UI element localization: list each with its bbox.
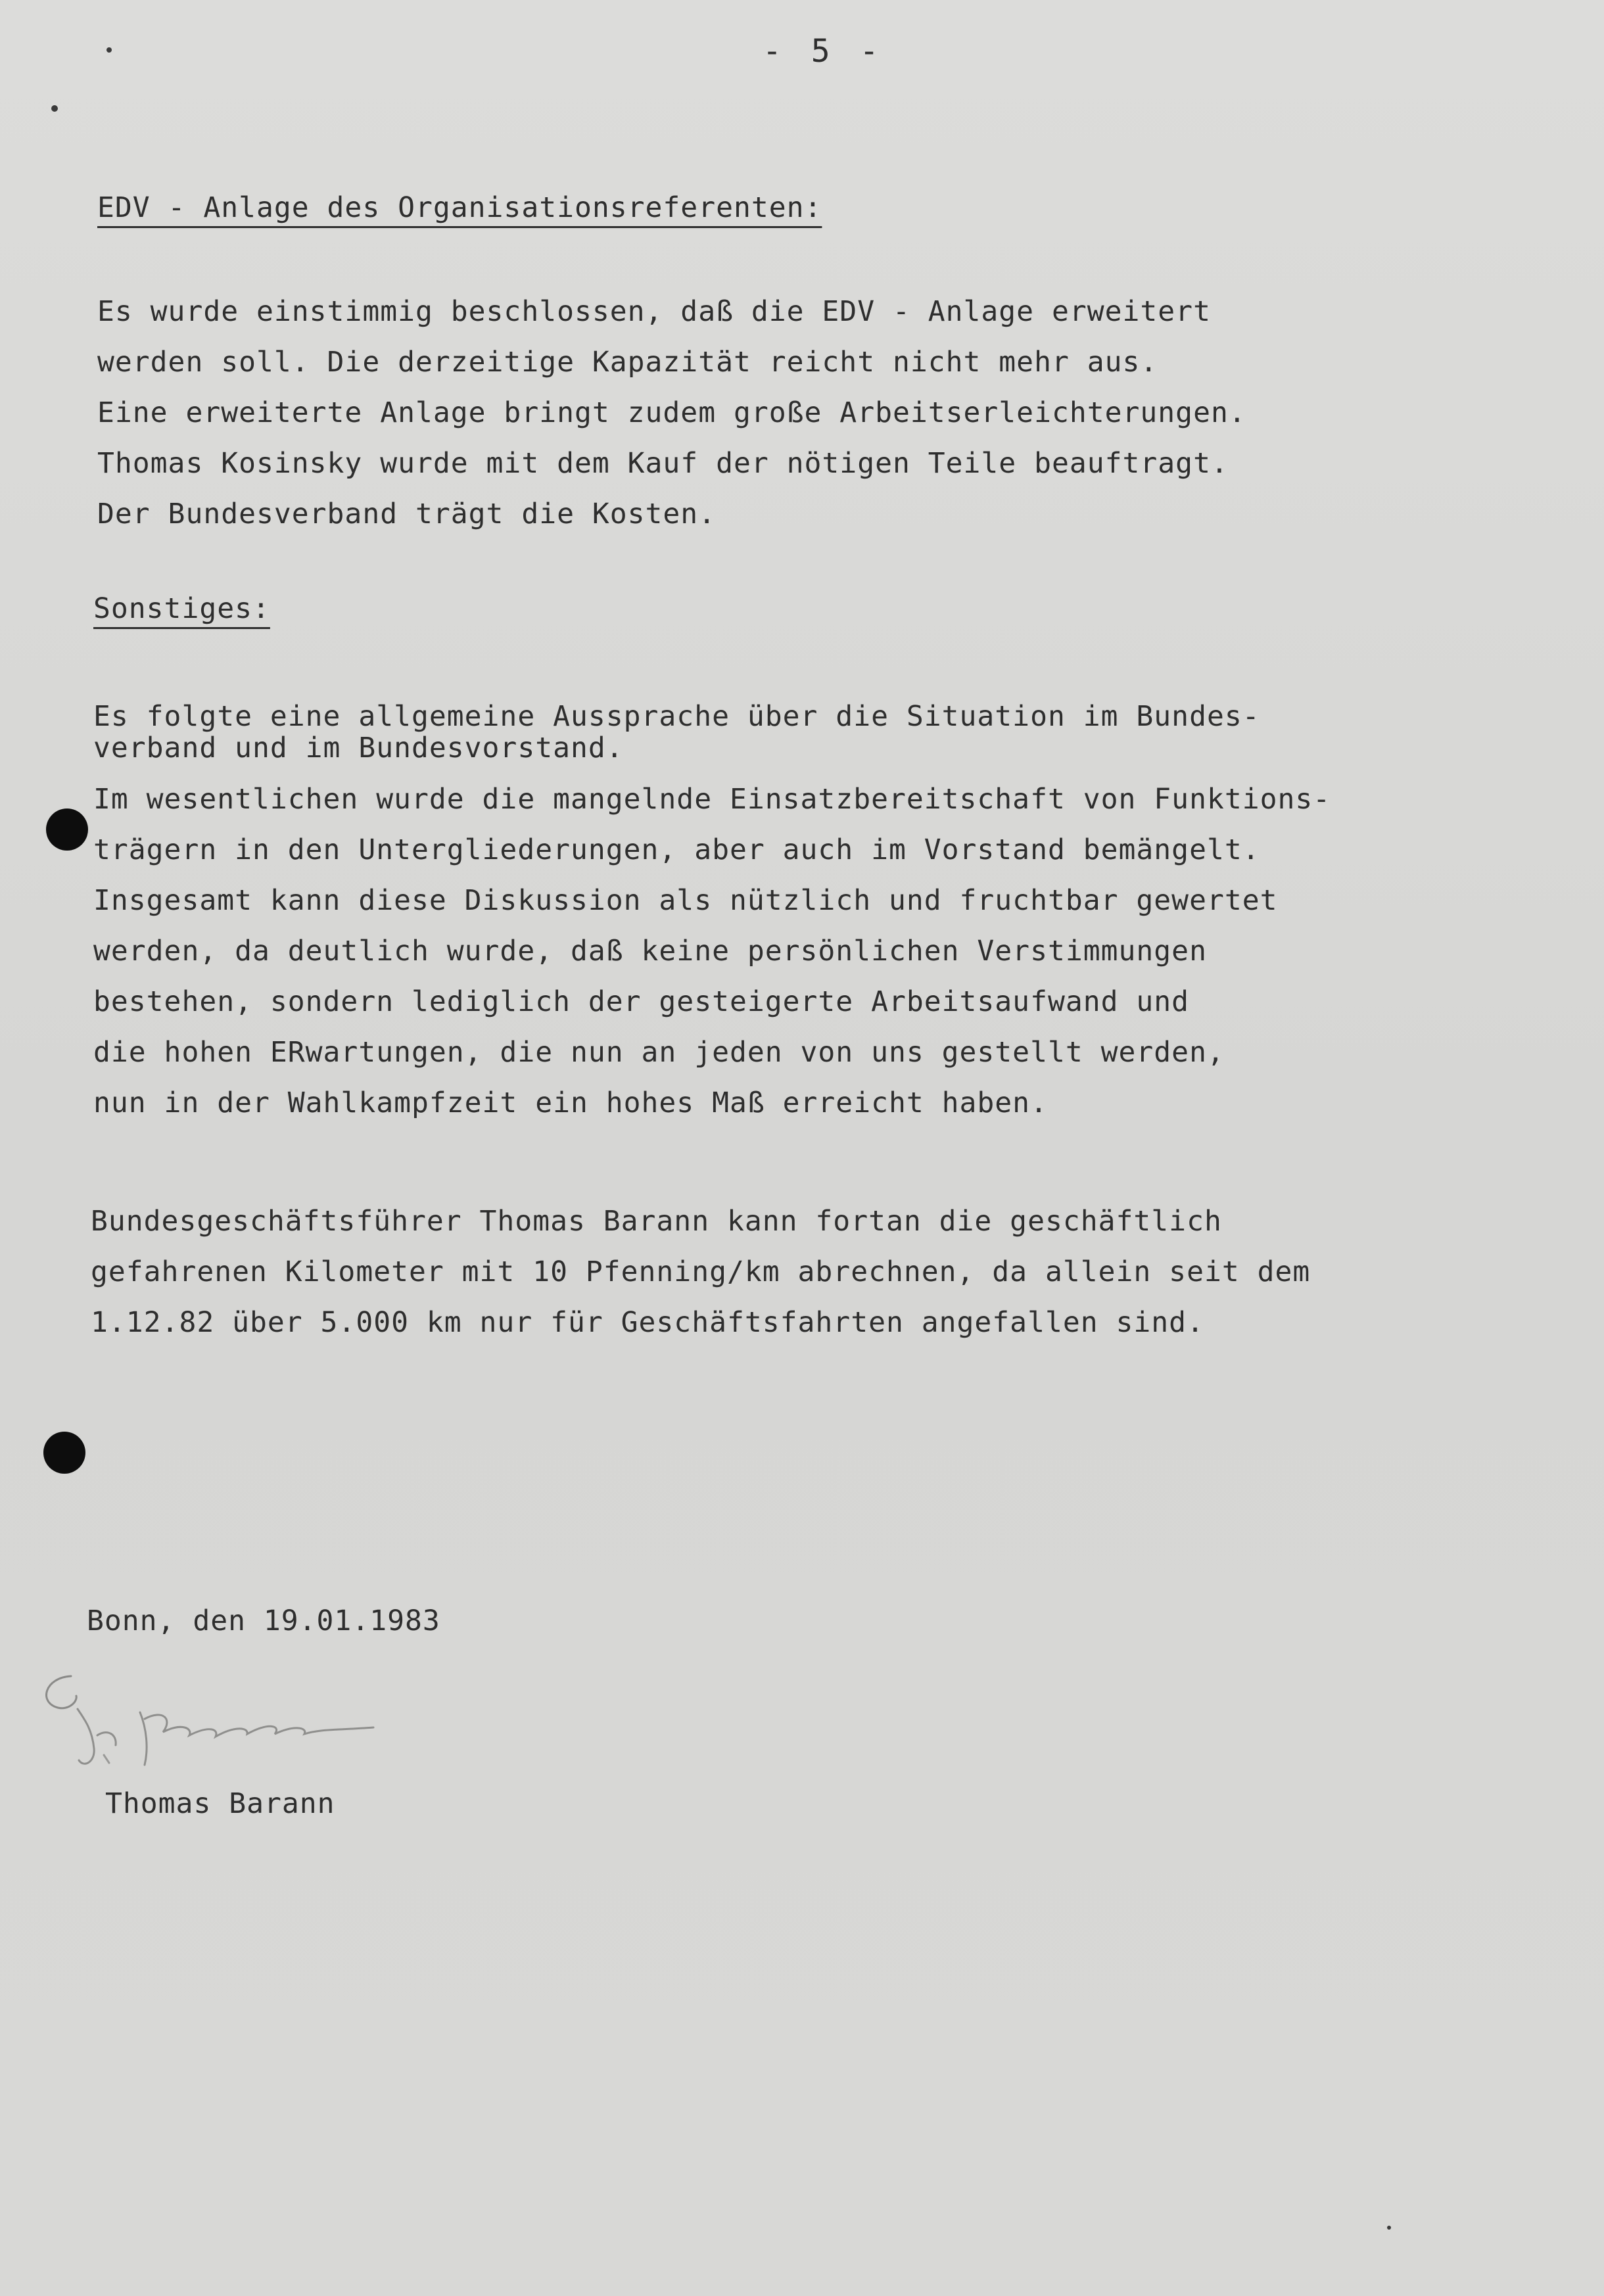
sonstiges-heading: Sonstiges: xyxy=(93,592,270,625)
edv-heading: EDV - Anlage des Organisationsreferenten: xyxy=(97,191,822,224)
sonstiges-p2-line: Im wesentlichen wurde die mangelnde Einsatzbereitschaft von Funktions- xyxy=(93,783,1331,816)
place-date: Bonn, den 19.01.1983 xyxy=(87,1605,440,1637)
punch-hole xyxy=(43,1432,85,1474)
sonstiges-p2-line: Insgesamt kann diese Diskussion als nützlich und fruchtbar gewertet xyxy=(93,884,1278,917)
sonstiges-p2-line: werden, da deutlich wurde, daß keine persönlichen Verstimmungen xyxy=(93,935,1207,968)
sonstiges-p2-line: bestehen, sondern lediglich der gesteigerte Arbeitsaufwand und xyxy=(93,985,1190,1018)
edv-line: Der Bundesverband trägt die Kosten. xyxy=(97,498,717,530)
edv-line: Thomas Kosinsky wurde mit dem Kauf der nötigen Teile beauftragt. xyxy=(97,447,1229,480)
paper-speck xyxy=(106,47,112,53)
paper-speck xyxy=(51,105,58,112)
edv-line: Eine erweiterte Anlage bringt zudem große Arbeitserleichterungen. xyxy=(97,396,1246,429)
sonstiges-p3-line: 1.12.82 über 5.000 km nur für Geschäftsfahrten angefallen sind. xyxy=(91,1306,1204,1339)
edv-line: werden soll. Die derzeitige Kapazität reicht nicht mehr aus. xyxy=(97,346,1158,379)
sonstiges-p1-line: Es folgte eine allgemeine Aussprache über die Situation im Bundes- xyxy=(93,700,1260,733)
sonstiges-p2-line: nun in der Wahlkampfzeit ein hohes Maß erreicht haben. xyxy=(93,1087,1048,1119)
paper-speck xyxy=(1387,2226,1391,2230)
sonstiges-p2-line: trägern in den Untergliederungen, aber auch im Vorstand bemängelt. xyxy=(93,833,1260,866)
sonstiges-p3-line: gefahrenen Kilometer mit 10 Pfenning/km abrechnen, da allein seit dem xyxy=(91,1255,1311,1288)
handwritten-signature xyxy=(32,1656,387,1794)
sonstiges-p2-line: die hohen ERwartungen, die nun an jeden von uns gestellt werden, xyxy=(93,1036,1225,1069)
edv-line: Es wurde einstimmig beschlossen, daß die EDV - Anlage erweitert xyxy=(97,295,1211,328)
punch-hole xyxy=(46,808,88,851)
page-number: - 5 - xyxy=(763,33,884,70)
sonstiges-p3-line: Bundesgeschäftsführer Thomas Barann kann fortan die geschäftlich xyxy=(91,1205,1222,1238)
sonstiges-p1-line: verband und im Bundesvorstand. xyxy=(93,732,624,764)
signature-name: Thomas Barann xyxy=(105,1787,335,1820)
